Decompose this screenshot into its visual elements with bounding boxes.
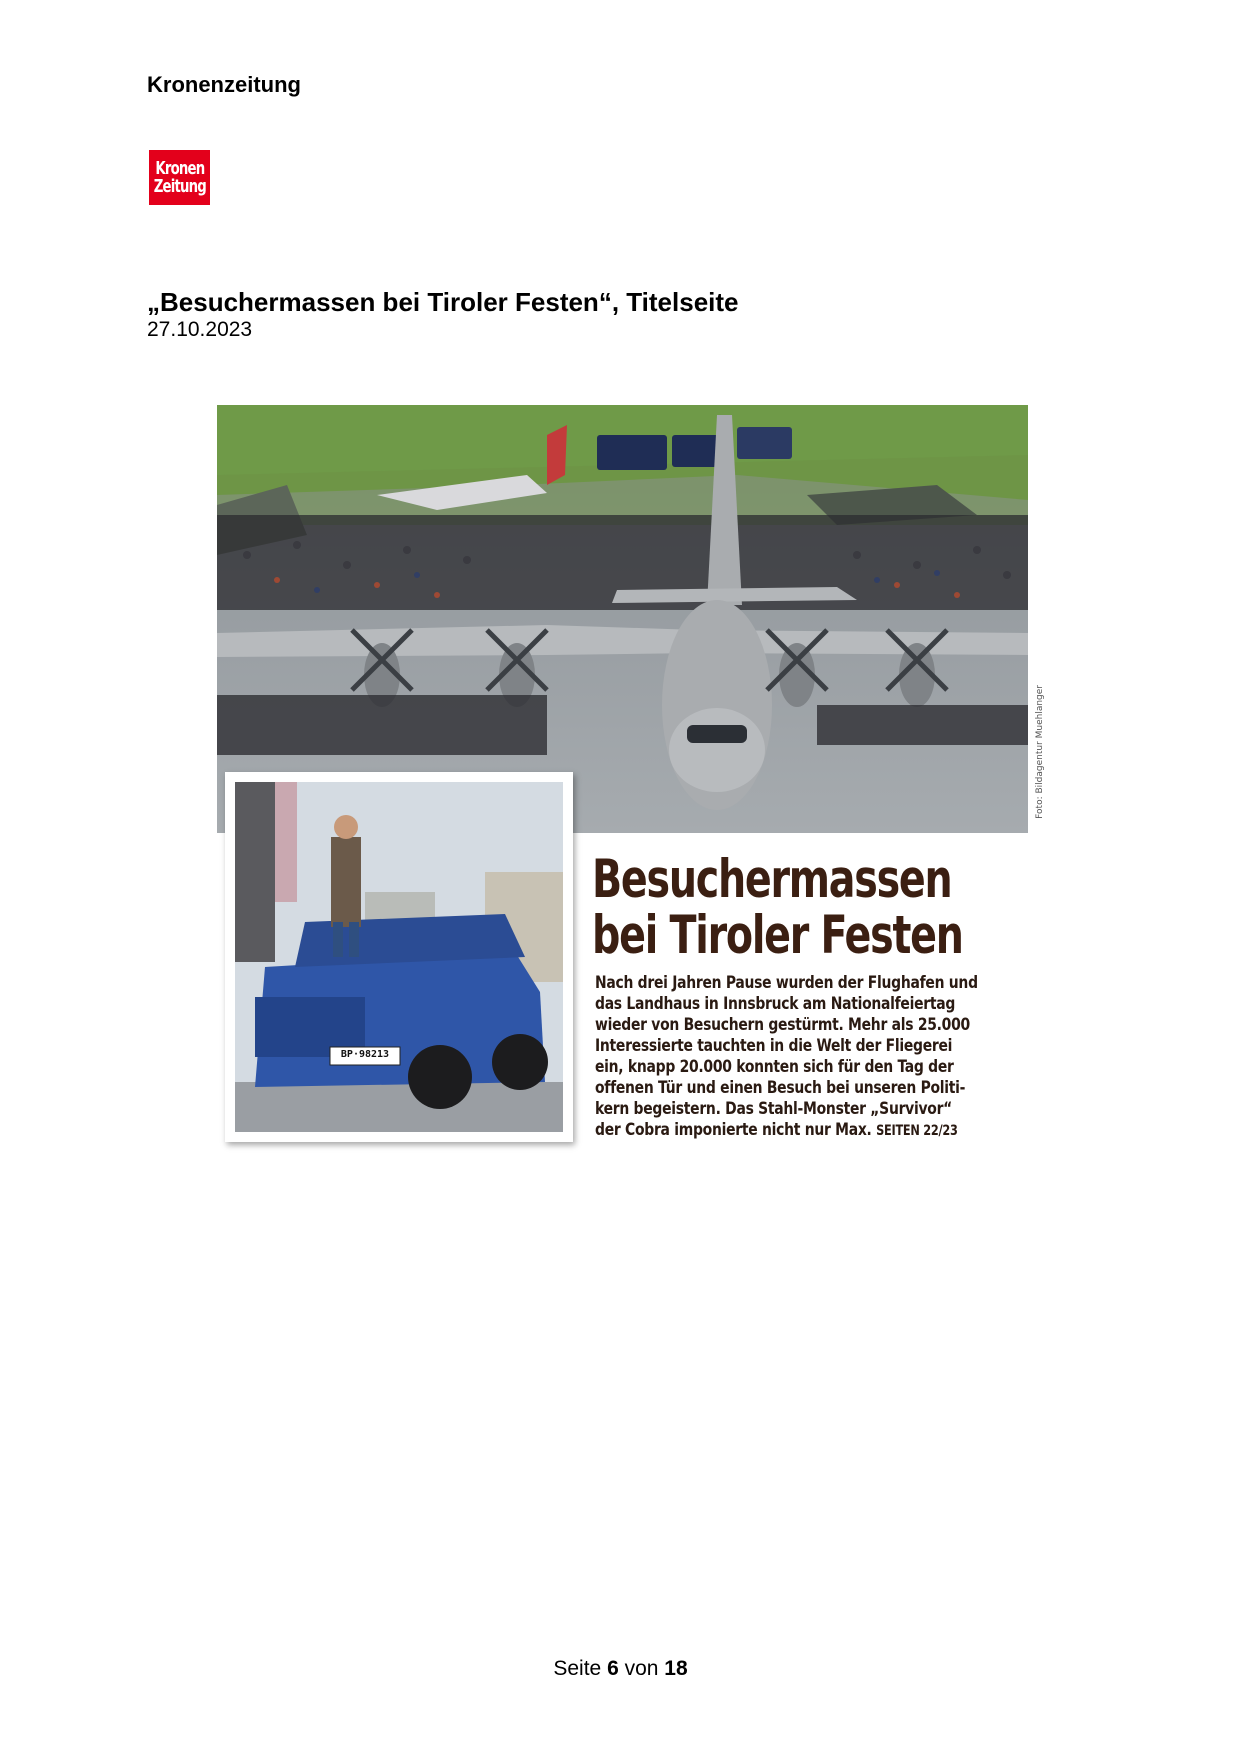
footer-prefix: Seite: [553, 1657, 602, 1680]
inset-photo-frame: [225, 772, 573, 1142]
clipping-title-line-2: bei Tiroler Festen: [592, 905, 963, 966]
kronen-zeitung-logo: [149, 150, 210, 205]
publication-name: Kronenzeitung: [147, 72, 301, 97]
page-reference: SEITEN 22/23: [876, 1123, 958, 1139]
body-line: Interessierte tauchten in die Welt der Fliegerei: [595, 1036, 953, 1056]
clipping-title: [592, 849, 963, 966]
page-footer: [0, 1657, 1241, 1681]
photo-credit: Foto: Bildagentur Muehlanger: [1035, 685, 1045, 819]
clipping-title-line-1: Besuchermassen: [592, 849, 952, 910]
body-line: Nach drei Jahren Pause wurden der Flughafen und: [595, 973, 978, 993]
armored-vehicle-photo: [235, 782, 563, 1132]
body-line: kern begeistern. Das Stahl-Monster „Survivor“: [595, 1099, 953, 1119]
body-line: das Landhaus in Innsbruck am Nationalfeiertag: [595, 994, 956, 1014]
article-date: 27.10.2023: [147, 318, 253, 341]
logo-line-1: Kronen: [155, 157, 204, 179]
logo-line-2: Zeitung: [153, 175, 206, 197]
article-headline: „Besuchermassen bei Tiroler Festen“, Titelseite: [147, 287, 739, 317]
clipping-body: [595, 973, 1031, 1142]
license-plate: BP·98213: [340, 1049, 390, 1060]
body-line: wieder von Besuchern gestürmt. Mehr als 25.000: [595, 1015, 970, 1035]
body-line: ein, knapp 20.000 konnten sich für den Tag der: [595, 1057, 954, 1077]
footer-sep: von: [624, 1657, 659, 1680]
current-page: 6: [607, 1657, 619, 1680]
body-line-text: der Cobra imponierte nicht nur Max.: [595, 1120, 872, 1140]
body-line-last: [595, 1120, 987, 1142]
airfield-crowd-photo: [217, 405, 1028, 833]
newspaper-clipping: [217, 405, 1045, 1145]
total-pages: 18: [664, 1657, 688, 1680]
body-line: offenen Tür und einen Besuch bei unseren Politi-: [595, 1078, 966, 1098]
